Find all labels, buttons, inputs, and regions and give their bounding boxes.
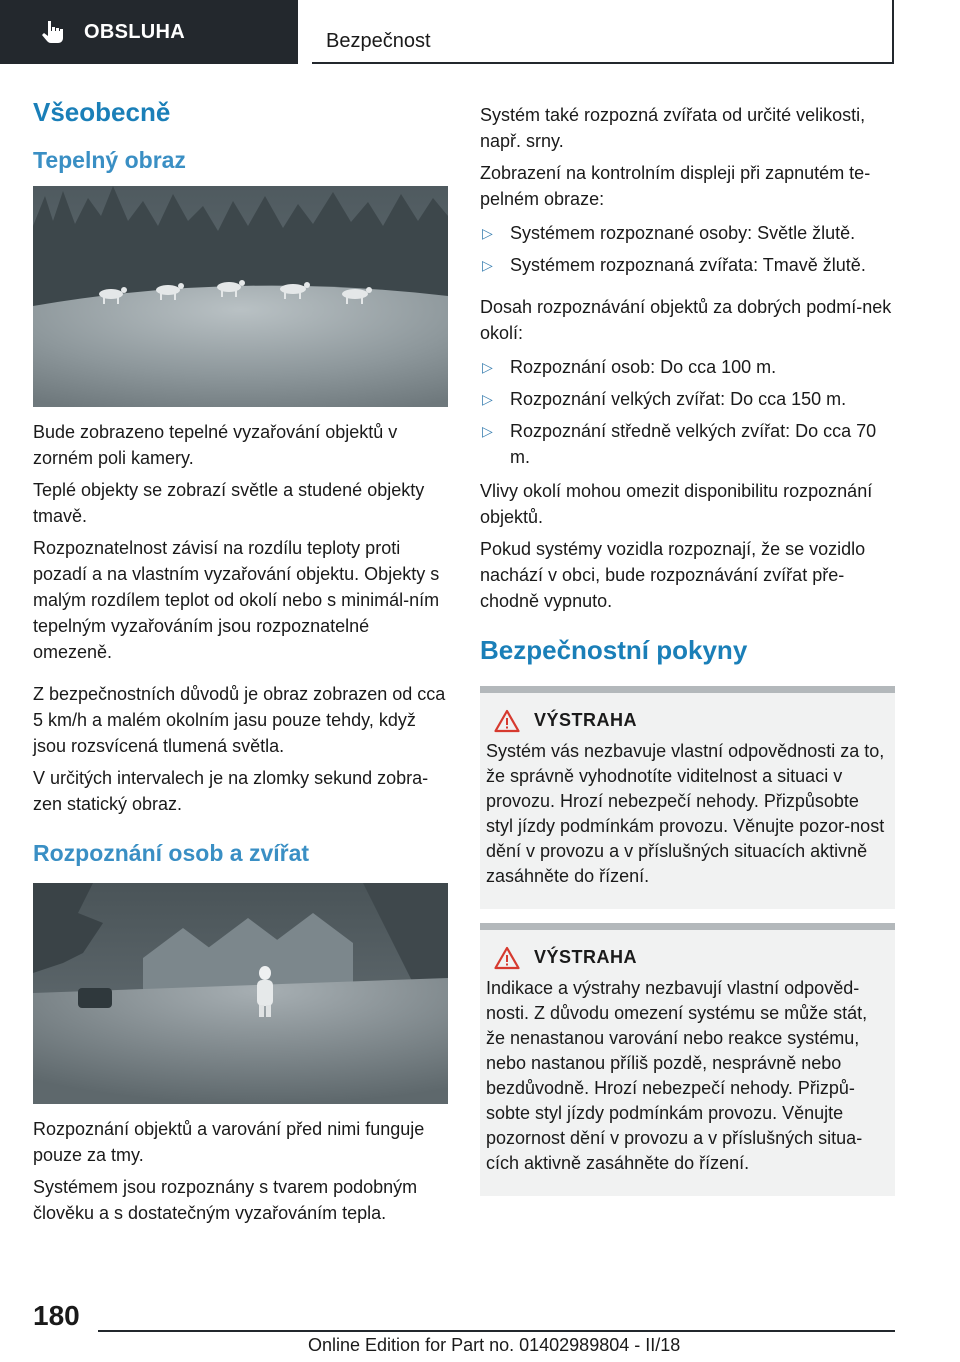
paragraph: V určitých intervalech je na zlomky sekund zobra-zen statický obraz. [33,767,429,814]
section-header [312,0,894,64]
section-title: Bezpečnost [326,30,431,52]
paragraph: Rozpoznání objektů a varování před nimi funguje pouze za tmy. [33,1118,425,1165]
paragraph: Z bezpečnostních důvodů je obraz zobrazen od cca 5 km/h a malém okolním jasu pouze tehdy, když jsou rozsvícená tlumená světla. [33,683,446,756]
paragraph: Bude zobrazeno tepelné vyzařování objektů v zorném poli kamery. [33,421,398,468]
heading-detection: Rozpoznání osob a zvířat [33,839,310,866]
page-number: 180 [33,1300,80,1331]
paragraph: Zobrazení na kontrolním displeji při zapnutém te-pelném obraze: [480,163,871,209]
list-item-text: Systémem rozpoznané osoby: Světle žlutě. [510,223,856,243]
thermal-image-animals [33,186,448,407]
list-item [480,354,895,380]
paragraph: Dosah rozpoznávání objektů za dobrých podmí-nek okolí: [480,297,892,343]
chapter-label: OBSLUHA [84,20,185,43]
triangle-bullet-icon: ▷ [482,391,493,407]
paragraph: Pokud systémy vozidla rozpoznají, že se vozidlo nachází v obci, bude rozpoznávání zvířat pře-chodně vypnuto. [480,539,866,611]
list-item-text: Rozpoznání středně velkých zvířat: Do cca 70 m. [510,421,877,467]
heading-thermal-image: Tepelný obraz [33,146,186,173]
warning-header [494,946,889,970]
list-item [480,386,895,412]
heading-safety: Bezpečnostní pokyny [480,635,748,665]
warning-box [480,923,895,1196]
triangle-bullet-icon: ▷ [482,423,493,439]
hand-pointer-icon [40,19,66,45]
warning-triangle-icon [494,709,520,733]
warning-box [480,686,895,909]
edition-note: Online Edition for Part no. 01402989804 - II/18 [308,1335,681,1355]
warning-text: Systém vás nezbavuje vlastní odpovědnosti za to, že správně vyhodnotíte viditelnost a situaci v provozu. Hrozí nebezpečí nehody. Přizpůsobte styl jízdy podmínkám provozu. Věnujte pozor-nost dění v provozu a v příslušných situacích aktivně zasáhněte do řízení. [486,740,885,886]
list-item [480,220,895,246]
triangle-bullet-icon: ▷ [482,225,493,241]
triangle-bullet-icon: ▷ [482,257,493,273]
display-list [480,220,895,278]
warning-title: VÝSTRAHA [534,947,638,968]
paragraph: Systém také rozpozná zvířata od určité velikosti, např. srny. [480,105,866,151]
heading-general: Všeobecně [33,97,171,127]
warning-header [494,709,889,733]
paragraph: Teplé objekty se zobrazí světle a studené objekty tmavě. [33,479,425,526]
list-item-text: Systémem rozpoznaná zvířata: Tmavě žlutě. [510,255,866,275]
left-column [33,96,448,1226]
right-column [480,96,895,1196]
chapter-tab[interactable] [0,0,298,64]
thermal-image-person [33,883,448,1104]
paragraph: Systémem jsou rozpoznány s tvarem podobným člověku a s dostatečným vyzařováním tepla. [33,1176,418,1223]
list-item [480,252,895,278]
warning-text: Indikace a výstrahy nezbavují vlastní odpověd-nosti. Z důvodu omezení systému se může stát, že nenastanou varování nebo reakce systému, nebo nastanou příliš pozdě, nesprávně nebo bezdůvodně. Hrozí nebezpečí nehody. Přizpů-sobte styl jízdy podmínkám provozu. Věnujte pozornost dění v provozu a v příslušných situa-cích aktivně zasáhněte do řízení. [486,977,868,1173]
paragraph: Rozpoznatelnost závisí na rozdílu teploty proti pozadí a na vlastním vyzařování objektu. Objekty s malým rozdílem teplot od okolí nebo s minimál-ním tepelným vyzařováním jsou rozpoznatelné omezeně. [33,537,440,662]
warning-triangle-icon [494,946,520,970]
thermal-scene-animals [33,186,448,407]
list-item-text: Rozpoznání velkých zvířat: Do cca 150 m. [510,389,847,409]
list-item [480,418,895,470]
list-item-text: Rozpoznání osob: Do cca 100 m. [510,357,777,377]
triangle-bullet-icon: ▷ [482,359,493,375]
warning-title: VÝSTRAHA [534,710,638,731]
paragraph: Vlivy okolí mohou omezit disponibilitu rozpoznání objektů. [480,481,873,527]
footer-divider [98,1330,895,1332]
range-list [480,354,895,470]
thermal-scene-person [33,883,448,1104]
